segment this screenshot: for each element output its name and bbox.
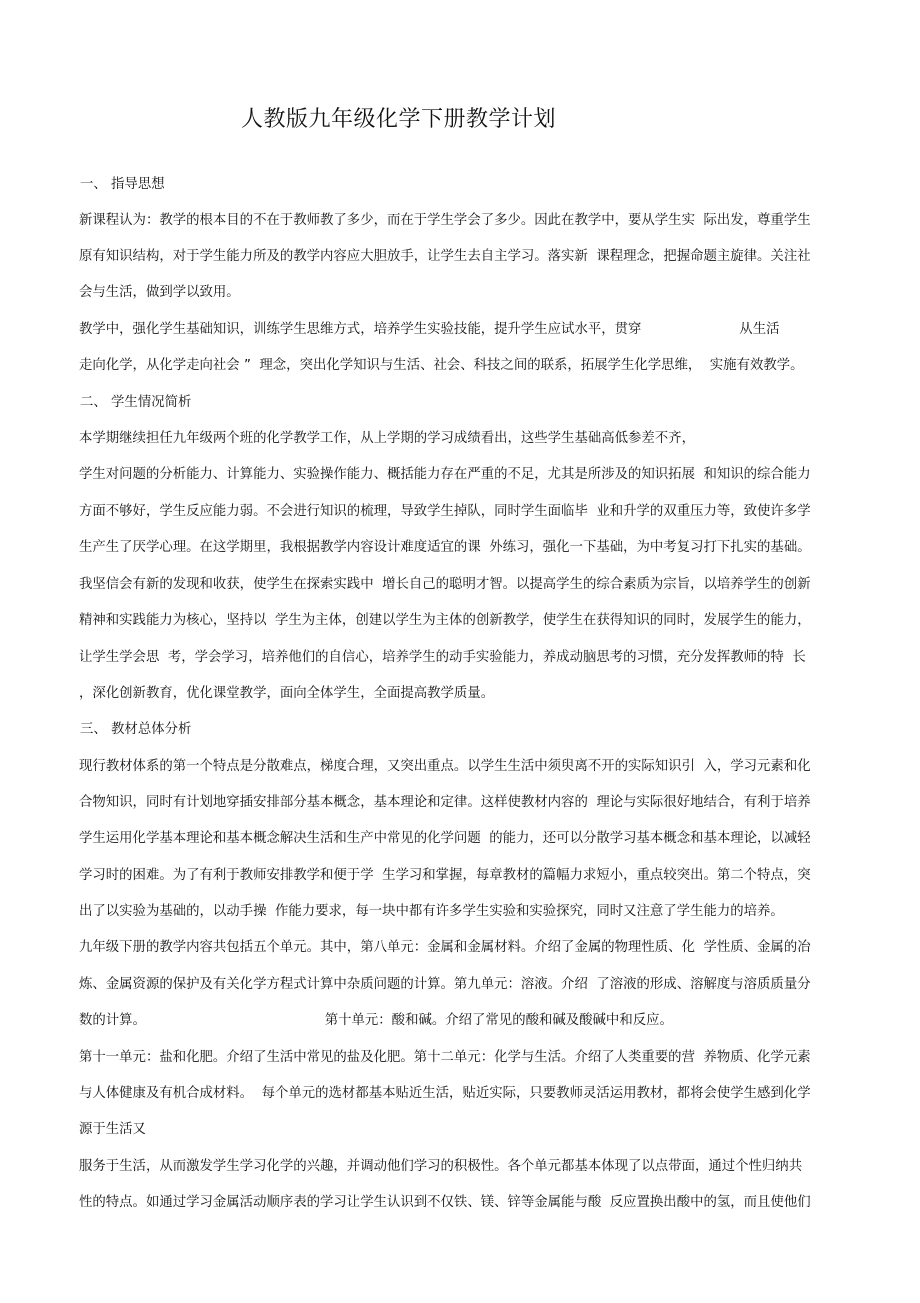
paragraph-line: 走向化学，从化学走向社会 ” 理念，突出化学知识与生活、社会、科技之间的联系，拓展学生化学思维， 实施有效教学。 xyxy=(79,358,804,373)
paragraph-line: 精神和实践能力为核心，坚持以 学生为主体，创建以学生为主体的创新教学，使学生在获得知识的同时，发展学生的能力， xyxy=(79,613,811,628)
paragraph-line: 学生运用化学基本理论和基本概念解决生活和生产中常见的化学问题 的能力，还可以分散学习基本概念和基本理论，以减轻 xyxy=(79,831,811,846)
section-heading-3: 三、 教材总体分析 xyxy=(80,722,192,737)
paragraph-line: 出了以实验为基础的，以动手操 作能力要求，每一块中都有许多学生实验和实验探究，同时又注意了学生能力的培养。 xyxy=(79,904,784,919)
paragraph-line: 学习时的困难。为了有利于教师安排教学和便于学 生学习和掌握，每章教材的篇幅力求短小，重点较突出。第二个特点，突 xyxy=(79,868,811,883)
paragraph-line: 炼、金属资源的保护及有关化学方程式计算中杂质问题的计算。第九单元：溶液。介绍 了溶液的形成、溶解度与溶质质量分 xyxy=(79,977,811,992)
paragraph-line: 与人体健康及有机合成材料。 每个单元的选材都基本贴近生活，贴近实际，只要教师灵活运用教材，都将会使学生感到化学 xyxy=(79,1086,811,1101)
paragraph-line: 数的计算。 第十单元：酸和碱。介绍了常见的酸和碱及酸碱中和反应。 xyxy=(79,1013,673,1028)
section-heading-2: 二、 学生情况简析 xyxy=(80,395,192,410)
paragraph-line: 服务于生活，从而激发学生学习化学的兴趣，并调动他们学习的积极性。各个单元都基本体现了以点带面，通过个性归纳共 xyxy=(79,1159,803,1174)
paragraph-line: 九年级下册的教学内容共包括五个单元。其中，第八单元：金属和金属材料。介绍了金属的物理性质、化 学性质、金属的冶 xyxy=(79,940,811,955)
paragraph-line: 性的特点。如通过学习金属活动顺序表的学习让学生认识到不仅铁、镁、锌等金属能与酸 反应置换出酸中的氢，而且使他们 xyxy=(79,1195,811,1210)
paragraph-line: 第十一单元：盐和化肥。介绍了生活中常见的盐及化肥。第十二单元：化学与生活。介绍了人类重要的营 养物质、化学元素 xyxy=(79,1050,811,1065)
paragraph-line: 生产生了厌学心理。在这学期里，我根据教学内容设计难度适宜的课 外练习，强化一下基础，为中考复习打下扎实的基础。 xyxy=(79,540,811,555)
paragraph-line: 教学中，强化学生基础知识，训练学生思维方式，培养学生实验技能，提升学生应试水平，贯穿 从生活 xyxy=(79,322,780,337)
paragraph-line: ，深化创新教育，优化课堂教学，面向全体学生，全面提高教学质量。 xyxy=(79,686,495,701)
paragraph-line: 原有知识结构，对于学生能力所及的教学内容应大胆放手，让学生去自主学习。落实新 课程理念，把握命题主旋律。关注社 xyxy=(79,249,811,264)
paragraph-line: 新课程认为：教学的根本目的不在于教师教了多少，而在于学生学会了多少。因此在教学中，要从学生实 际出发，尊重学生 xyxy=(79,213,811,228)
paragraph-line: 会与生活，做到学以致用。 xyxy=(79,285,240,300)
paragraph-line: 方面不够好，学生反应能力弱。不会进行知识的梳理，导致学生掉队，同时学生面临毕 业和升学的双重压力等，致使许多学 xyxy=(79,504,811,519)
paragraph-line: 本学期继续担任九年级两个班的化学教学工作，从上学期的学习成绩看出，这些学生基础高低参差不齐， xyxy=(79,431,695,446)
section-heading-1: 一、 指导思想 xyxy=(80,177,165,192)
paragraph-line: 源于生活又 xyxy=(79,1122,146,1137)
paragraph-line: 现行教材体系的第一个特点是分散难点，梯度合理，又突出重点。以学生生活中须臾离不开的实际知识引 入，学习元素和化 xyxy=(79,759,811,774)
paragraph-line: 让学生学会思 考，学会学习，培养他们的自信心，培养学生的动手实验能力，养成动脑思考的习惯，充分发挥教师的特 长 xyxy=(79,650,806,665)
document-title: 人教版九年级化学下册教学计划 xyxy=(241,107,557,132)
paragraph-line: 学生对问题的分析能力、计算能力、实验操作能力、概括能力存在严重的不足，尤其是所涉及的知识拓展 和知识的综合能力 xyxy=(79,467,811,482)
paragraph-line: 我坚信会有新的发现和收获，使学生在探索实践中 增长自己的聪明才智。以提高学生的综合素质为宗旨，以培养学生的创新 xyxy=(79,577,811,592)
paragraph-line: 合物知识，同时有计划地穿插安排部分基本概念，基本理论和定律。这样使教材内容的 理论与实际很好地结合，有利于培养 xyxy=(79,795,811,810)
